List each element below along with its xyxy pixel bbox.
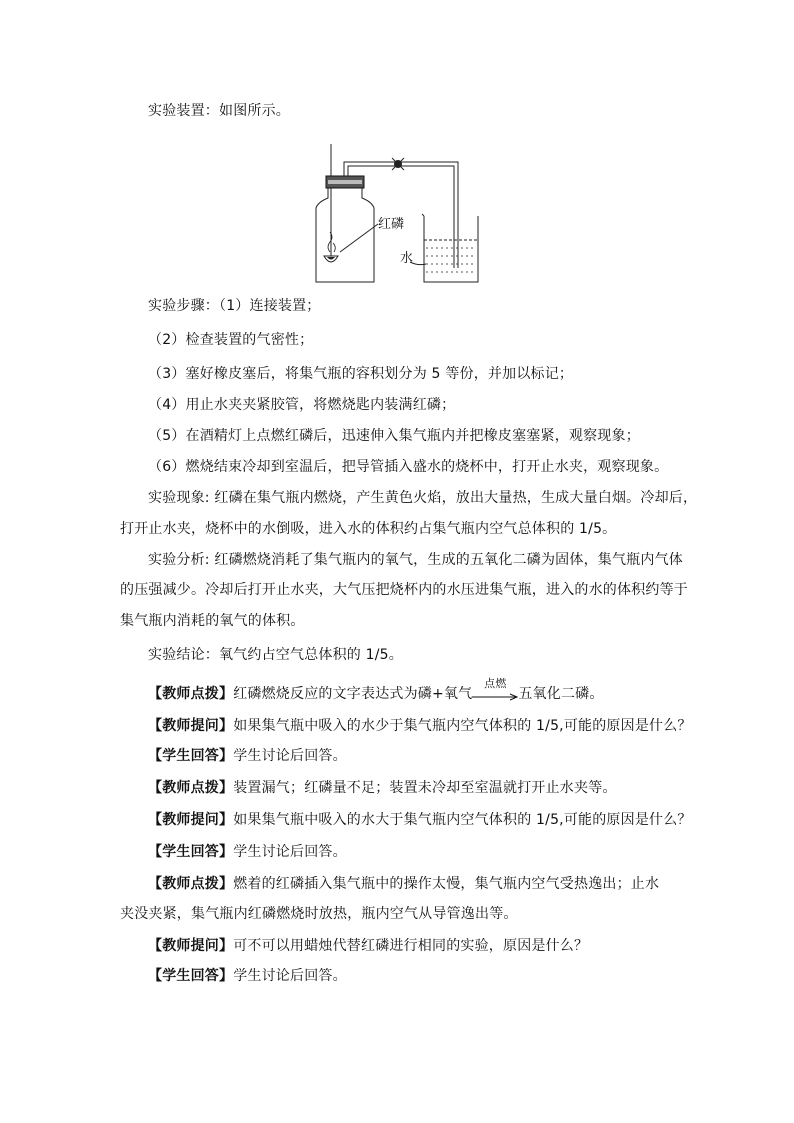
- qa-item-7-continued: 夹没夹紧，集气瓶内红磷燃烧时放热，瓶内空气从导管逸出等。: [120, 906, 518, 922]
- student-answer-tag: 【学生回答】: [148, 748, 234, 764]
- phosphorus-pointer: [340, 224, 378, 252]
- step-1: 实验步骤：（1）连接装置；: [148, 298, 321, 314]
- word-equation-product: 五氧化二磷。: [518, 686, 604, 702]
- reaction-arrow: [472, 677, 518, 704]
- label-phosphorus: 红磷: [378, 217, 405, 232]
- qa-item-5: [148, 810, 692, 830]
- beaker: [422, 214, 478, 282]
- qa-text: 学生讨论后回答。: [233, 968, 347, 984]
- qa-item-6: [148, 842, 347, 862]
- label-water: 水: [400, 251, 414, 266]
- analysis-line-3: 集气瓶内消耗的氧气的体积。: [120, 613, 305, 629]
- student-answer-tag: 【学生回答】: [148, 844, 234, 860]
- qa-text: 装置漏气；红磷量不足；装置未冷却至室温就打开止水夹等。: [233, 780, 617, 796]
- teacher-hint-tag: 【教师点拨】: [148, 686, 234, 702]
- qa-item-1: [148, 677, 604, 704]
- qa-text: 如果集气瓶中吸入的水大于集气瓶内空气体积的 1/5,可能的原因是什么？: [233, 812, 692, 828]
- qa-text: 学生讨论后回答。: [233, 844, 347, 860]
- step-4: （4）用止水夹夹紧胶管，将燃烧匙内装满红磷；: [148, 397, 456, 413]
- conclusion: 实验结论：氧气约占空气总体积的 1/5。: [148, 647, 403, 663]
- analysis-line-2: 的压强减少。冷却后打开止水夹，大气压把烧杯内的水压进集气瓶，进入的水的体积约等于: [120, 582, 688, 598]
- qa-item-9: [148, 966, 347, 986]
- step-5: （5）在酒精灯上点燃红磷后，迅速伸入集气瓶内并把橡皮塞塞紧，观察现象；: [148, 428, 640, 444]
- setup-label: 实验装置：如图所示。: [148, 103, 290, 119]
- teacher-question-tag: 【教师提问】: [148, 718, 234, 734]
- step-2: （2）检查装置的气密性；: [148, 332, 314, 348]
- apparatus-diagram: [300, 136, 540, 286]
- analysis-line-1: 实验分析: 红磷燃烧消耗了集气瓶内的氧气，生成的五氧化二磷为固体，集气瓶内气体: [148, 552, 683, 568]
- reaction-condition: 点燃: [484, 677, 507, 690]
- qa-text: 可不可以用蜡烛代替红磷进行相同的实验，原因是什么？: [233, 938, 589, 954]
- word-equation-text: 红磷燃烧反应的文字表达式为磷+氧气: [233, 686, 473, 702]
- teacher-question-tag: 【教师提问】: [148, 938, 234, 954]
- qa-text: 学生讨论后回答。: [233, 748, 347, 764]
- teacher-hint-tag: 【教师点拨】: [148, 876, 234, 892]
- qa-item-8: [148, 936, 588, 956]
- teacher-question-tag: 【教师提问】: [148, 812, 234, 828]
- qa-text: 燃着的红磷插入集气瓶中的操作太慢，集气瓶内空气受热逸出；止水: [233, 876, 660, 892]
- qa-item-2: [148, 716, 692, 736]
- phenomenon-line-1: 实验现象: 红磷在集气瓶内燃烧，产生黄色火焰，放出大量热，生成大量白烟。冷却后，: [148, 490, 698, 506]
- qa-item-3: [148, 746, 347, 766]
- step-6: （6）燃烧结束冷却到室温后，把导管插入盛水的烧杯中，打开止水夹，观察现象。: [148, 459, 669, 475]
- gas-collecting-bottle: [316, 188, 374, 282]
- apparatus-figure: [300, 136, 540, 286]
- qa-item-4: [148, 778, 617, 798]
- student-answer-tag: 【学生回答】: [148, 968, 234, 984]
- phenomenon-line-2: 打开止水夹，烧杯中的水倒吸，进入水的体积约占集气瓶内空气总体积的 1/5。: [120, 521, 617, 537]
- qa-text: 如果集气瓶中吸入的水少于集气瓶内空气体积的 1/5,可能的原因是什么？: [233, 718, 692, 734]
- qa-item-7: [148, 874, 659, 894]
- teacher-hint-tag: 【教师点拨】: [148, 780, 234, 796]
- step-3: （3）塞好橡皮塞后，将集气瓶的容积划分为 5 等份，并加以标记；: [148, 366, 574, 382]
